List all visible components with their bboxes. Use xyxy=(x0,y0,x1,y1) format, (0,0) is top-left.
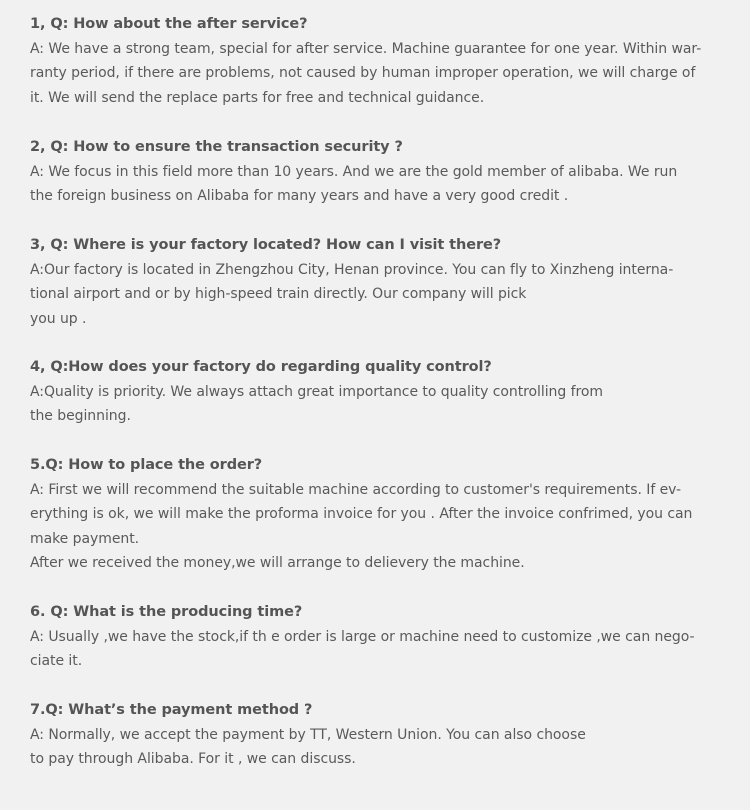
answer-line: ciate it. xyxy=(30,653,83,669)
faq-item-7 xyxy=(30,698,730,772)
answer-line: the beginning. xyxy=(30,408,131,424)
answer-line: to pay through Alibaba. For it , we can discuss. xyxy=(30,751,356,767)
answer-line: erything is ok, we will make the proforma invoice for you . After the invoice confrimed, you can xyxy=(30,506,693,522)
answer-line: A:Our factory is located in Zhengzhou City, Henan province. You can fly to Xinzheng interna- xyxy=(30,261,674,278)
answer-line: tional airport and or by high-speed train directly. Our company will pick xyxy=(30,286,527,302)
faq-item-6 xyxy=(30,600,730,674)
faq-item-5 xyxy=(30,453,730,576)
question: 6. Q: What is the producing time? xyxy=(30,604,303,620)
answer-line: make payment. xyxy=(30,530,140,547)
answer-line: A:Quality is priority. We always attach great importance to quality controlling from xyxy=(30,383,604,400)
question: 4, Q:How does your factory do regarding quality control? xyxy=(30,359,492,375)
answer-line: After we received the money,we will arrange to delievery the machine. xyxy=(30,555,525,571)
answer-line: A: First we will recommend the suitable machine according to customer's requirements. If ev- xyxy=(30,481,682,498)
answer-line: A: We have a strong team, special for after service. Machine guarantee for one year. Within war- xyxy=(30,40,702,57)
answer-line: A: Usually ,we have the stock,if th e order is large or machine need to customize ,we can nego- xyxy=(30,628,695,645)
question: 5.Q: How to place the order? xyxy=(30,457,263,473)
answer-line: A: Normally, we accept the payment by TT, Western Union. You can also choose xyxy=(30,726,586,743)
question: 2, Q: How to ensure the transaction security ? xyxy=(30,139,403,155)
faq-item-4 xyxy=(30,355,730,429)
faq-item-1 xyxy=(30,12,730,110)
answer-line: A: We focus in this field more than 10 years. And we are the gold member of alibaba. We run xyxy=(30,163,678,180)
question: 3, Q: Where is your factory located? How can I visit there? xyxy=(30,237,502,253)
faq-item-3 xyxy=(30,233,730,331)
answer-line: you up . xyxy=(30,310,87,327)
question: 1, Q: How about the after service? xyxy=(30,16,308,32)
answer-line: the foreign business on Alibaba for many years and have a very good credit . xyxy=(30,188,569,204)
question: 7.Q: What’s the payment method ? xyxy=(30,702,313,718)
answer-line: it. We will send the replace parts for free and technical guidance. xyxy=(30,89,485,106)
faq-item-2 xyxy=(30,135,730,209)
answer-line: ranty period, if there are problems, not caused by human improper operation, we will charge of xyxy=(30,65,696,81)
